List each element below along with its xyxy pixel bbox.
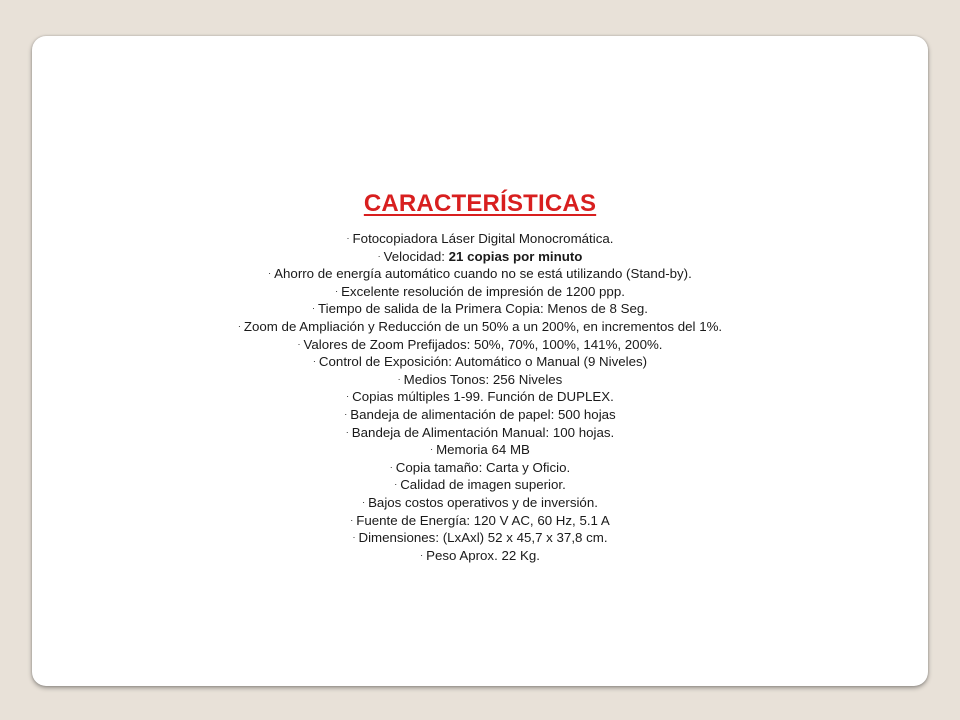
feature-item [32, 265, 928, 283]
feature-text: Calidad de imagen superior. [400, 477, 566, 493]
feature-text: Control de Exposición: Automático o Manual (9 Niveles) [318, 354, 648, 370]
feature-item [32, 318, 928, 336]
bullet-marker: · [344, 408, 348, 419]
feature-item [32, 336, 928, 354]
feature-text: Memoria 64 MB [436, 442, 530, 458]
feature-text: Medios Tonos: 256 Niveles [403, 371, 563, 387]
feature-value-bold: 21 copias por minuto [448, 248, 583, 264]
slide-content [32, 184, 928, 564]
feature-text: Excelente resolución de impresión de 1200 ppp. [341, 283, 625, 299]
bullet-marker: · [377, 250, 381, 261]
feature-text: Zoom de Ampliación y Reducción de un 50% a un 200%, en incrementos del 1%. [243, 318, 723, 334]
feature-text: Fuente de Energía: 120 V AC, 60 Hz, 5.1 A [356, 512, 610, 528]
bullet-marker: · [397, 373, 401, 384]
feature-item [32, 406, 928, 424]
feature-item [32, 494, 928, 512]
bullet-marker: · [346, 391, 350, 402]
feature-item [32, 300, 928, 318]
feature-text: Ahorro de energía automático cuando no se está utilizando (Stand-by). [274, 266, 692, 282]
feature-text: Valores de Zoom Prefijados: 50%, 70%, 100%, 141%, 200%. [303, 336, 663, 352]
feature-item [32, 371, 928, 389]
bullet-marker: · [237, 320, 241, 331]
feature-text: Copia tamaño: Carta y Oficio. [395, 459, 571, 475]
feature-item [32, 512, 928, 530]
bullet-marker: · [362, 496, 366, 507]
features-list [32, 230, 928, 564]
feature-text: Dimensiones: (LxAxl) 52 x 45,7 x 37,8 cm. [358, 530, 608, 546]
bullet-marker: · [350, 514, 354, 525]
bullet-marker: · [312, 356, 316, 367]
feature-text: Bandeja de Alimentación Manual: 100 hojas. [351, 424, 615, 440]
bullet-marker: · [345, 426, 349, 437]
feature-item [32, 283, 928, 301]
feature-label: Velocidad: [383, 248, 449, 264]
feature-item [32, 529, 928, 547]
feature-item [32, 230, 928, 248]
bullet-marker: · [312, 303, 316, 314]
feature-item [32, 476, 928, 494]
feature-text: Copias múltiples 1-99. Función de DUPLEX. [352, 389, 614, 405]
bullet-marker: · [430, 444, 434, 455]
bullet-marker: · [420, 549, 424, 560]
bullet-marker: · [268, 268, 272, 279]
bullet-marker: · [389, 461, 393, 472]
feature-item [32, 441, 928, 459]
feature-item [32, 424, 928, 442]
bullet-marker: · [335, 285, 339, 296]
feature-item [32, 388, 928, 406]
feature-item [32, 353, 928, 371]
bullet-marker: · [352, 532, 356, 543]
feature-text: Bajos costos operativos y de inversión. [368, 494, 598, 510]
feature-item [32, 248, 928, 266]
feature-text: Peso Aprox. 22 Kg. [426, 547, 540, 563]
feature-item [32, 547, 928, 565]
feature-text: Fotocopiadora Láser Digital Monocromática. [352, 231, 614, 246]
slide-title: CARACTERÍSTICAS [363, 190, 597, 217]
bullet-marker: · [297, 338, 301, 349]
bullet-marker: · [346, 233, 350, 243]
feature-text: Bandeja de alimentación de papel: 500 hojas [350, 406, 616, 422]
slide-frame [32, 36, 928, 686]
bullet-marker: · [394, 479, 398, 490]
feature-text: Tiempo de salida de la Primera Copia: Menos de 8 Seg. [318, 301, 648, 317]
feature-item [32, 459, 928, 477]
